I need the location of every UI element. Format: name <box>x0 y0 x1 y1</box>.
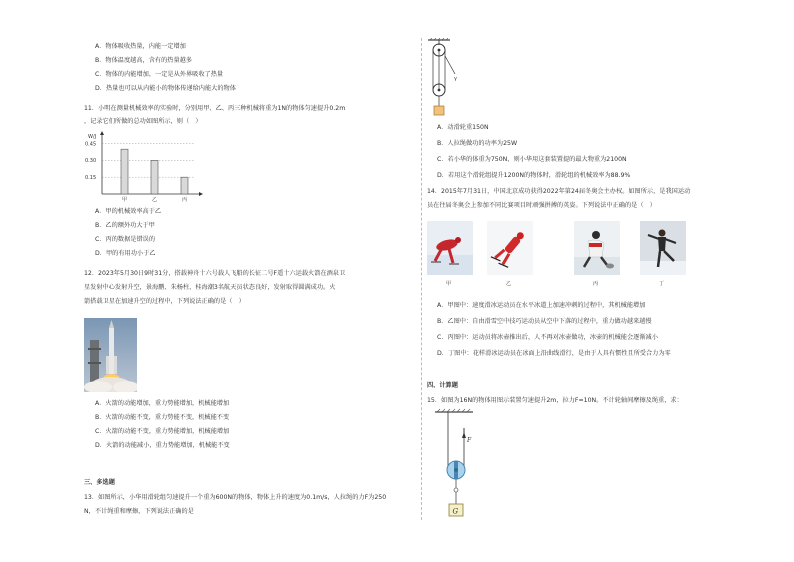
bar-3 <box>181 177 188 194</box>
x-axis-arrow <box>199 192 203 196</box>
pulley-arrow-label: γ <box>454 76 457 82</box>
bar-1 <box>121 149 128 194</box>
movable-pulley-diagram <box>433 408 483 520</box>
q10-option-a: A．物体吸收热量，内能一定增加 <box>95 43 186 50</box>
speed-skating-photo <box>427 221 473 275</box>
q14-option-b: B．乙图中：自由滑雪空中技巧运动员从空中下落的过程中，重力做功越来越慢 <box>437 318 652 325</box>
photo-caption-jia: 甲 <box>446 281 452 287</box>
q13-option-a: A．动滑轮重150N <box>437 124 489 131</box>
column-divider <box>421 38 422 520</box>
y-axis-arrow <box>100 131 104 135</box>
bar-2 <box>151 160 158 194</box>
q11-option-c: C．丙的数据是错误的 <box>95 236 156 243</box>
pulley-block-diagram <box>426 38 460 118</box>
q14-option-c: C．丙图中：运动员将冰壶推出后，人不再对冰壶做功，冰壶的机械能会逐渐减小 <box>437 334 658 341</box>
q14-option-a: A．甲图中：速度滑冰运动员在水平冰道上加速冲刺的过程中，其机械能增加 <box>437 302 646 309</box>
y-axis-label: W/J <box>88 134 97 140</box>
q14-stem-line1: 14．2015年7月31日，中国北京成功获得2022年第24届冬奥会主办权。如图所示，是我国运动 <box>427 188 691 195</box>
q12-option-a: A．火箭的动能增加，重力势能增加，机械能增加 <box>95 400 230 407</box>
curling-photo <box>574 221 620 275</box>
q12-stem-line2: 星发射中心发射升空，景海鹏、朱杨柱、桂海潮3名航天员状态良好，发射取得圆满成功。火 <box>84 284 336 291</box>
q10-option-c: C．物体的内能增加，一定是从外界吸收了热量 <box>95 71 224 78</box>
q14-stem-line2: 员在往届冬奥会上参加不同比赛项目时顽强拼搏的英姿。下列说法中正确的是（ ） <box>427 202 656 209</box>
photo-caption-bing: 丙 <box>593 281 599 287</box>
x-tick-label: 乙 <box>151 197 158 203</box>
y-tick-label: 0.15 <box>85 175 97 181</box>
q10-option-d: D．热量也可以从内能小的物体传递给内能大的物体 <box>95 85 236 92</box>
q13-option-c: C．若小华的体重为750N，则小华用这套装置提的最大物重为2100N <box>437 156 627 163</box>
figure-skating-photo <box>640 221 686 275</box>
section-3-heading: 三、多选题 <box>84 479 115 486</box>
x-tick-label: 丙 <box>181 197 188 203</box>
q11-option-b: B．乙的额外功大于甲 <box>95 222 155 229</box>
q15-stem: 15．如图为16N的物体用图示装置匀速提升2m，拉力F=10N。不计轮轴间摩擦及绳重，求： <box>427 397 683 404</box>
q13-option-d: D．若用这个滑轮组提升1200N的物体时，滑轮组的机械效率为88.9% <box>437 172 631 179</box>
q12-option-b: B．火箭的动能不变，重力势能不变，机械能不变 <box>95 414 230 421</box>
q10-option-b: B．物体温度越高，含有的热量越多 <box>95 57 193 64</box>
q12-option-d: D．火箭的动能减小，重力势能增加，机械能不变 <box>95 442 230 449</box>
q11-option-a: A．甲的机械效率高于乙 <box>95 208 162 215</box>
y-tick-label: 0.30 <box>85 158 97 165</box>
y-tick-label: 0.45 <box>85 141 97 148</box>
q11-stem-line2: ，记录它们所做的总功如图所示，则（ ） <box>84 118 202 125</box>
q12-option-c: C．火箭的动能不变，重力势能增加，机械能增加 <box>95 428 230 435</box>
q14-option-d: D．丁图中：花样滑冰运动员在冰面上沿曲线滑行，是由于人具有惯性且所受合力为零 <box>437 350 671 357</box>
work-bar-chart <box>84 130 210 208</box>
x-tick-label: 甲 <box>121 197 128 203</box>
q13-option-b: B．人拉绳做功的功率为25W <box>437 140 518 147</box>
q11-stem-line1: 11．小明在测量机械效率的实验时，分别用甲、乙、丙三种机械将重为1N的物体匀速提升0.2m <box>84 105 346 112</box>
q12-stem-line1: 12．2023年5月30日9时31分，搭载神舟十六号载人飞船的长征二号F遥十六运载火箭在酒泉卫 <box>84 270 346 277</box>
q13-stem-line1: 13．如图所示，小华用滑轮组匀速提升一个重为600N的物体，物体上升的速度为0.1m/s，人拉绳的力F为250 <box>84 494 387 501</box>
q13-stem-line2: N，不计绳重和摩擦，下列说法正确的是 <box>84 508 194 515</box>
force-label: F <box>467 437 472 444</box>
rocket-launch-photo <box>84 318 137 392</box>
photo-caption-yi: 乙 <box>506 281 512 287</box>
photo-caption-ding: 丁 <box>659 281 665 287</box>
weight-label: G <box>452 507 459 516</box>
q12-stem-line3: 箭搭载卫星在加速升空的过程中，下列说法正确的是（ ） <box>84 298 245 305</box>
aerial-skiing-photo <box>487 221 533 275</box>
section-4-heading: 四、计算题 <box>427 382 458 389</box>
q11-option-d: D．甲的有用功小于乙 <box>95 250 156 257</box>
